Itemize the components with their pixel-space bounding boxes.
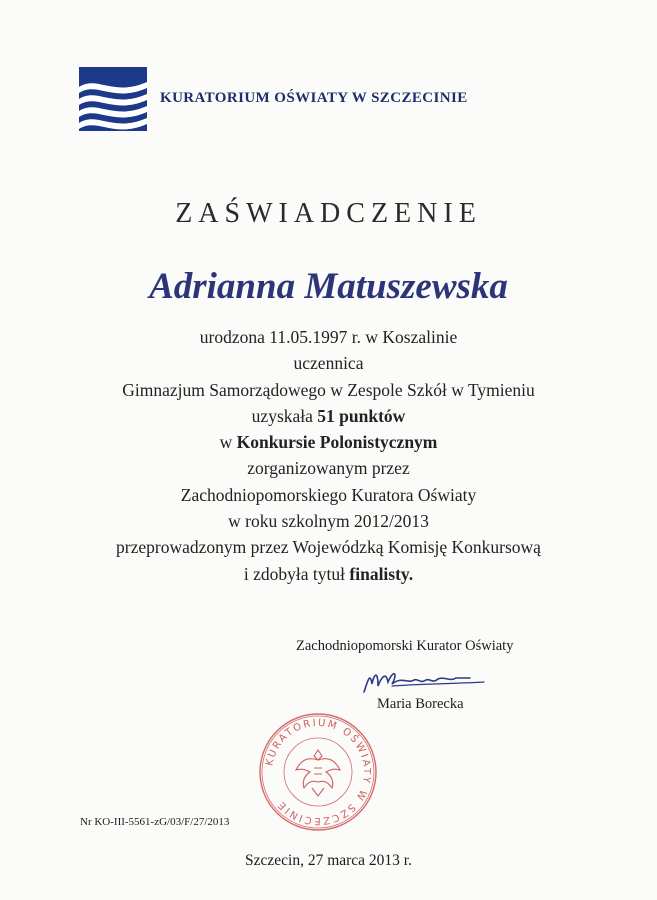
score-line xyxy=(0,403,657,429)
score-prefix: uzyskała xyxy=(251,405,318,426)
school-year-line: w roku szkolnym 2012/2013 xyxy=(228,511,429,532)
title-awarded: finalisty. xyxy=(349,563,414,584)
birth-line: urodzona 11.05.1997 r. w Koszalinie xyxy=(199,327,458,347)
title-prefix: i zdobyła tytuł xyxy=(243,563,350,584)
official-seal-icon xyxy=(256,710,380,834)
certificate-title: ZAŚWIADCZENIE xyxy=(175,198,482,229)
signatory-position: Zachodniopomorski Kurator Oświaty xyxy=(296,638,514,654)
organized-line: zorganizowanym przez xyxy=(247,458,410,479)
document-number: Nr KO-III-5561-zG/03/F/27/2013 xyxy=(80,816,230,828)
svg-text:KURATORIUM OŚWIATY W SZCZECINI xyxy=(264,718,372,826)
contest-name: Konkursie Polonistycznym xyxy=(236,432,438,453)
recipient-name: Adrianna Matuszewska xyxy=(149,266,508,307)
role-line: uczennica xyxy=(293,353,364,374)
seal-text: KURATORIUM OŚWIATY W SZCZECINIE xyxy=(264,717,373,827)
score-value: 51 punktów xyxy=(317,405,406,426)
contest-prefix: w xyxy=(219,432,237,453)
place-and-date: Szczecin, 27 marca 2013 r. xyxy=(245,852,412,869)
conducted-line: przeprowadzonym przez Wojewódzką Komisję Konkursową xyxy=(116,537,541,558)
contest-line xyxy=(0,429,657,455)
organization-name: KURATORIUM OŚWIATY W SZCZECINIE xyxy=(160,90,468,106)
title-line xyxy=(0,561,657,587)
organizer-line: Zachodniopomorskiego Kuratora Oświaty xyxy=(180,484,477,505)
kuratorium-logo-icon xyxy=(79,67,147,131)
signatory-name: Maria Borecka xyxy=(377,696,464,712)
certificate-body xyxy=(0,324,657,587)
school-line: Gimnazjum Samorządowego w Zespole Szkół w Tymieniu xyxy=(122,379,535,400)
